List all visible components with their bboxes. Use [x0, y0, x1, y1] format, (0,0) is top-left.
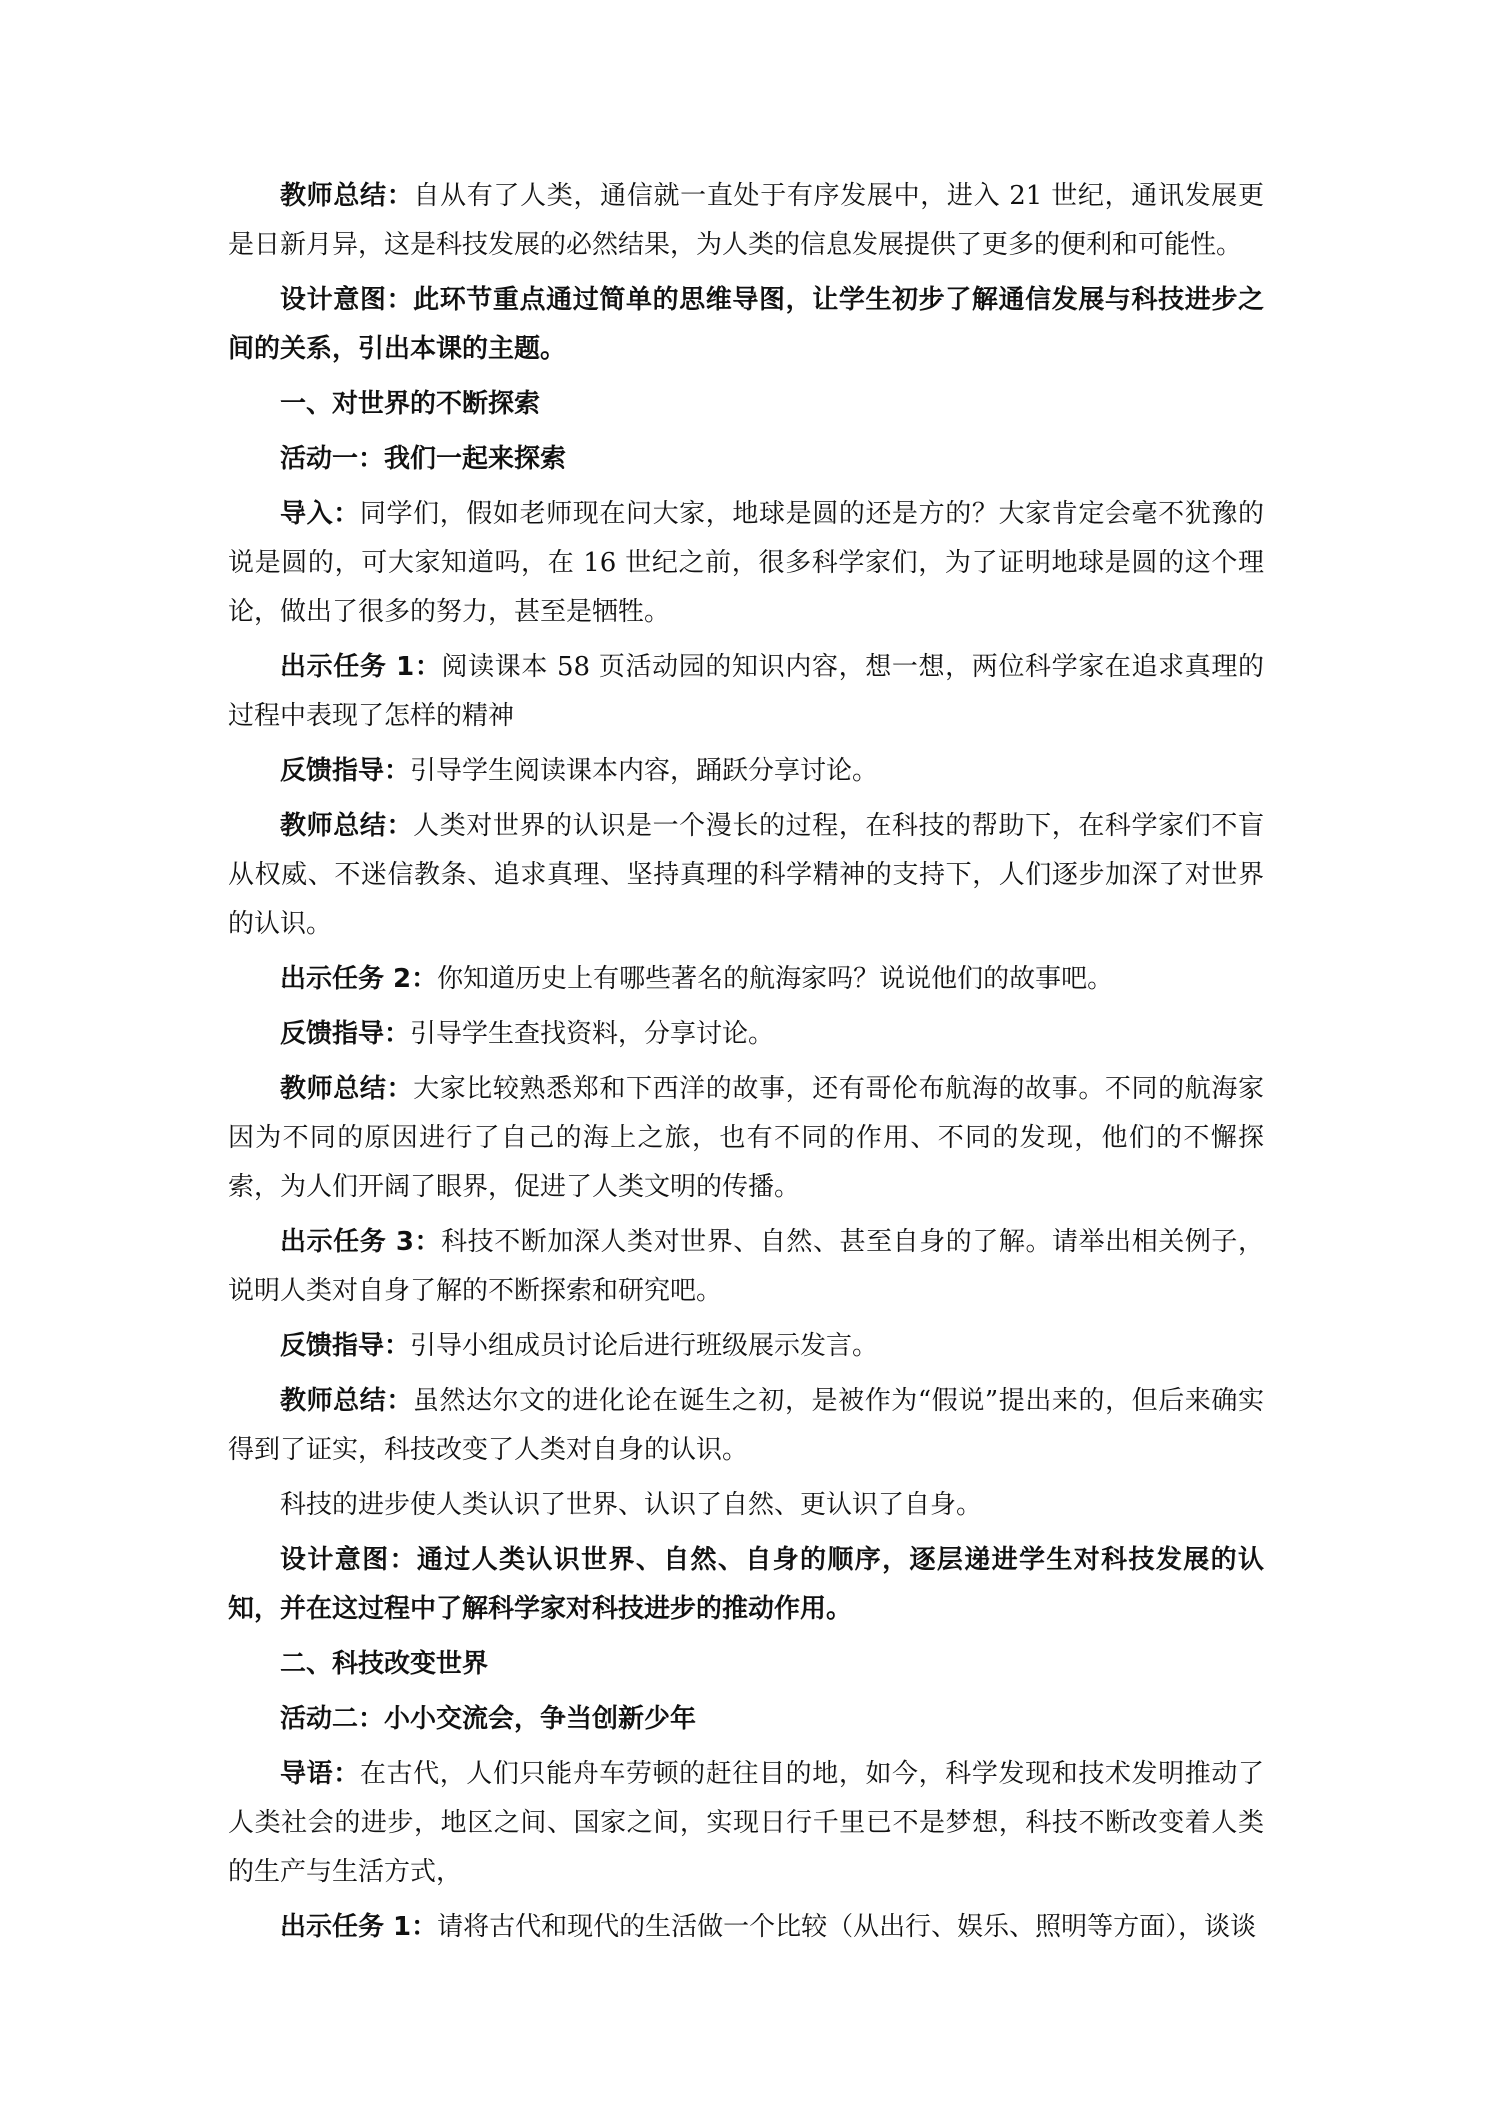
paragraph-text: 大家比较熟悉郑和下西洋的故事，还有哥伦布航海的故事。不同的航海家因为不同的原因进行了自己的海上之旅，也有不同的作用、不同的发现，他们的不懈探索，为人们开阔了眼界，促进了人类文明的传播。 — [228, 1074, 1264, 1202]
paragraph-label: 教师总结 — [280, 811, 387, 841]
paragraph-label: 出示任务 3 — [280, 1227, 414, 1257]
paragraph-label: 出示任务 1 — [280, 1912, 412, 1942]
paragraph-feedback — [228, 747, 1264, 796]
paragraph-label: 反馈指导 — [280, 756, 385, 786]
document-body — [228, 172, 1264, 1958]
paragraph-label: 导入 — [280, 499, 334, 529]
paragraph-label: 反馈指导 — [280, 1331, 385, 1361]
paragraph-text: 人类对世界的认识是一个漫长的过程，在科技的帮助下，在科学家们不盲从权威、不迷信教条、追求真理、坚持真理的科学精神的支持下，人们逐步加深了对世界的认识。 — [228, 811, 1264, 939]
label-separator: ： — [386, 1074, 414, 1104]
paragraph-task — [228, 1218, 1264, 1316]
paragraph-label: 教师总结 — [280, 1386, 387, 1416]
label-separator: ： — [384, 1019, 411, 1049]
paragraph-label: 教师总结 — [280, 1074, 387, 1104]
paragraph-text: 引导学生阅读课本内容，踊跃分享讨论。 — [410, 756, 879, 786]
paragraph-text: 自从有了人类，通信就一直处于有序发展中，进入 21 世纪，通讯发展更是日新月异，这是科技发展的必然结果，为人类的信息发展提供了更多的便利和可能性。 — [228, 181, 1264, 260]
paragraph-task — [228, 1903, 1264, 1952]
paragraph-label: 设计意图 — [280, 1545, 390, 1575]
activity-heading: 活动二：小小交流会，争当创新少年 — [280, 1704, 697, 1734]
label-separator: ： — [389, 1545, 417, 1575]
paragraph-teacher-summary — [228, 1377, 1264, 1475]
section-heading: 二、科技改变世界 — [280, 1649, 489, 1679]
paragraph-text: 虽然达尔文的进化论在诞生之初，是被作为“假说”提出来的，但后来确实得到了证实，科技改变了人类对自身的认识。 — [228, 1386, 1264, 1465]
paragraph-label: 出示任务 1 — [280, 652, 415, 682]
paragraph-text: 请将古代和现代的生活做一个比较（从出行、娱乐、照明等方面），谈谈 — [437, 1912, 1257, 1942]
label-separator: ： — [386, 1386, 413, 1416]
label-separator: ： — [333, 499, 360, 529]
paragraph-label: 导语 — [280, 1759, 334, 1789]
label-separator: ： — [384, 1331, 411, 1361]
paragraph-text: 同学们，假如老师现在问大家，地球是圆的还是方的？大家肯定会毫不犹豫的说是圆的，可大家知道吗，在 16 世纪之前，很多科学家们，为了证明地球是圆的这个理论，做出了很多的努力，甚至是牺牲。 — [228, 499, 1264, 627]
paragraph-introduction — [228, 490, 1264, 637]
paragraph-design-intent — [228, 1536, 1264, 1634]
paragraph-task — [228, 955, 1264, 1004]
activity-heading: 活动一：我们一起来探索 — [280, 444, 567, 474]
paragraph-text: 通过人类认识世界、自然、自身的顺序，逐层递进学生对科技发展的认知，并在这过程中了解科学家对科技进步的推动作用。 — [228, 1545, 1264, 1624]
section-heading: 一、对世界的不断探索 — [280, 389, 541, 419]
paragraph-label: 教师总结 — [280, 181, 387, 211]
paragraph-text: 你知道历史上有哪些著名的航海家吗？说说他们的故事吧。 — [437, 964, 1114, 994]
paragraph-text: 科技不断加深人类对世界、自然、甚至自身的了解。请举出相关例子，说明人类对自身了解的不断探索和研究吧。 — [228, 1227, 1264, 1306]
label-separator: ： — [414, 652, 442, 682]
paragraph-design-intent — [228, 276, 1264, 374]
paragraph-plain: 科技的进步使人类认识了世界、认识了自然、更认识了自身。 — [280, 1490, 983, 1520]
paragraph-teacher-summary — [228, 172, 1264, 270]
paragraph-teacher-summary — [228, 802, 1264, 949]
paragraph-lead-in — [228, 1750, 1264, 1897]
label-separator: ： — [333, 1759, 360, 1789]
paragraph-text: 引导小组成员讨论后进行班级展示发言。 — [410, 1331, 879, 1361]
label-separator: ： — [384, 756, 411, 786]
paragraph-text: 此环节重点通过简单的思维导图，让学生初步了解通信发展与科技进步之间的关系，引出本课的主题。 — [228, 285, 1264, 364]
paragraph-feedback — [228, 1322, 1264, 1371]
paragraph-task — [228, 643, 1264, 741]
paragraph-label: 出示任务 2 — [280, 964, 412, 994]
label-separator: ： — [386, 285, 414, 315]
label-separator: ： — [411, 1912, 438, 1942]
paragraph-text: 在古代，人们只能舟车劳顿的赶往目的地，如今，科学发现和技术发明推动了人类社会的进步，地区之间、国家之间，实现日行千里已不是梦想，科技不断改变着人类的生产与生活方式， — [228, 1759, 1264, 1887]
paragraph-teacher-summary — [228, 1065, 1264, 1212]
paragraph-text: 阅读课本 58 页活动园的知识内容，想一想，两位科学家在追求真理的过程中表现了怎样的精神 — [228, 652, 1264, 731]
label-separator: ： — [411, 964, 438, 994]
paragraph-text: 引导学生查找资料，分享讨论。 — [410, 1019, 775, 1049]
label-separator: ： — [386, 181, 414, 211]
paragraph-label: 反馈指导 — [280, 1019, 385, 1049]
label-separator: ： — [413, 1227, 442, 1257]
label-separator: ： — [386, 811, 414, 841]
paragraph-label: 设计意图 — [280, 285, 387, 315]
paragraph-feedback — [228, 1010, 1264, 1059]
